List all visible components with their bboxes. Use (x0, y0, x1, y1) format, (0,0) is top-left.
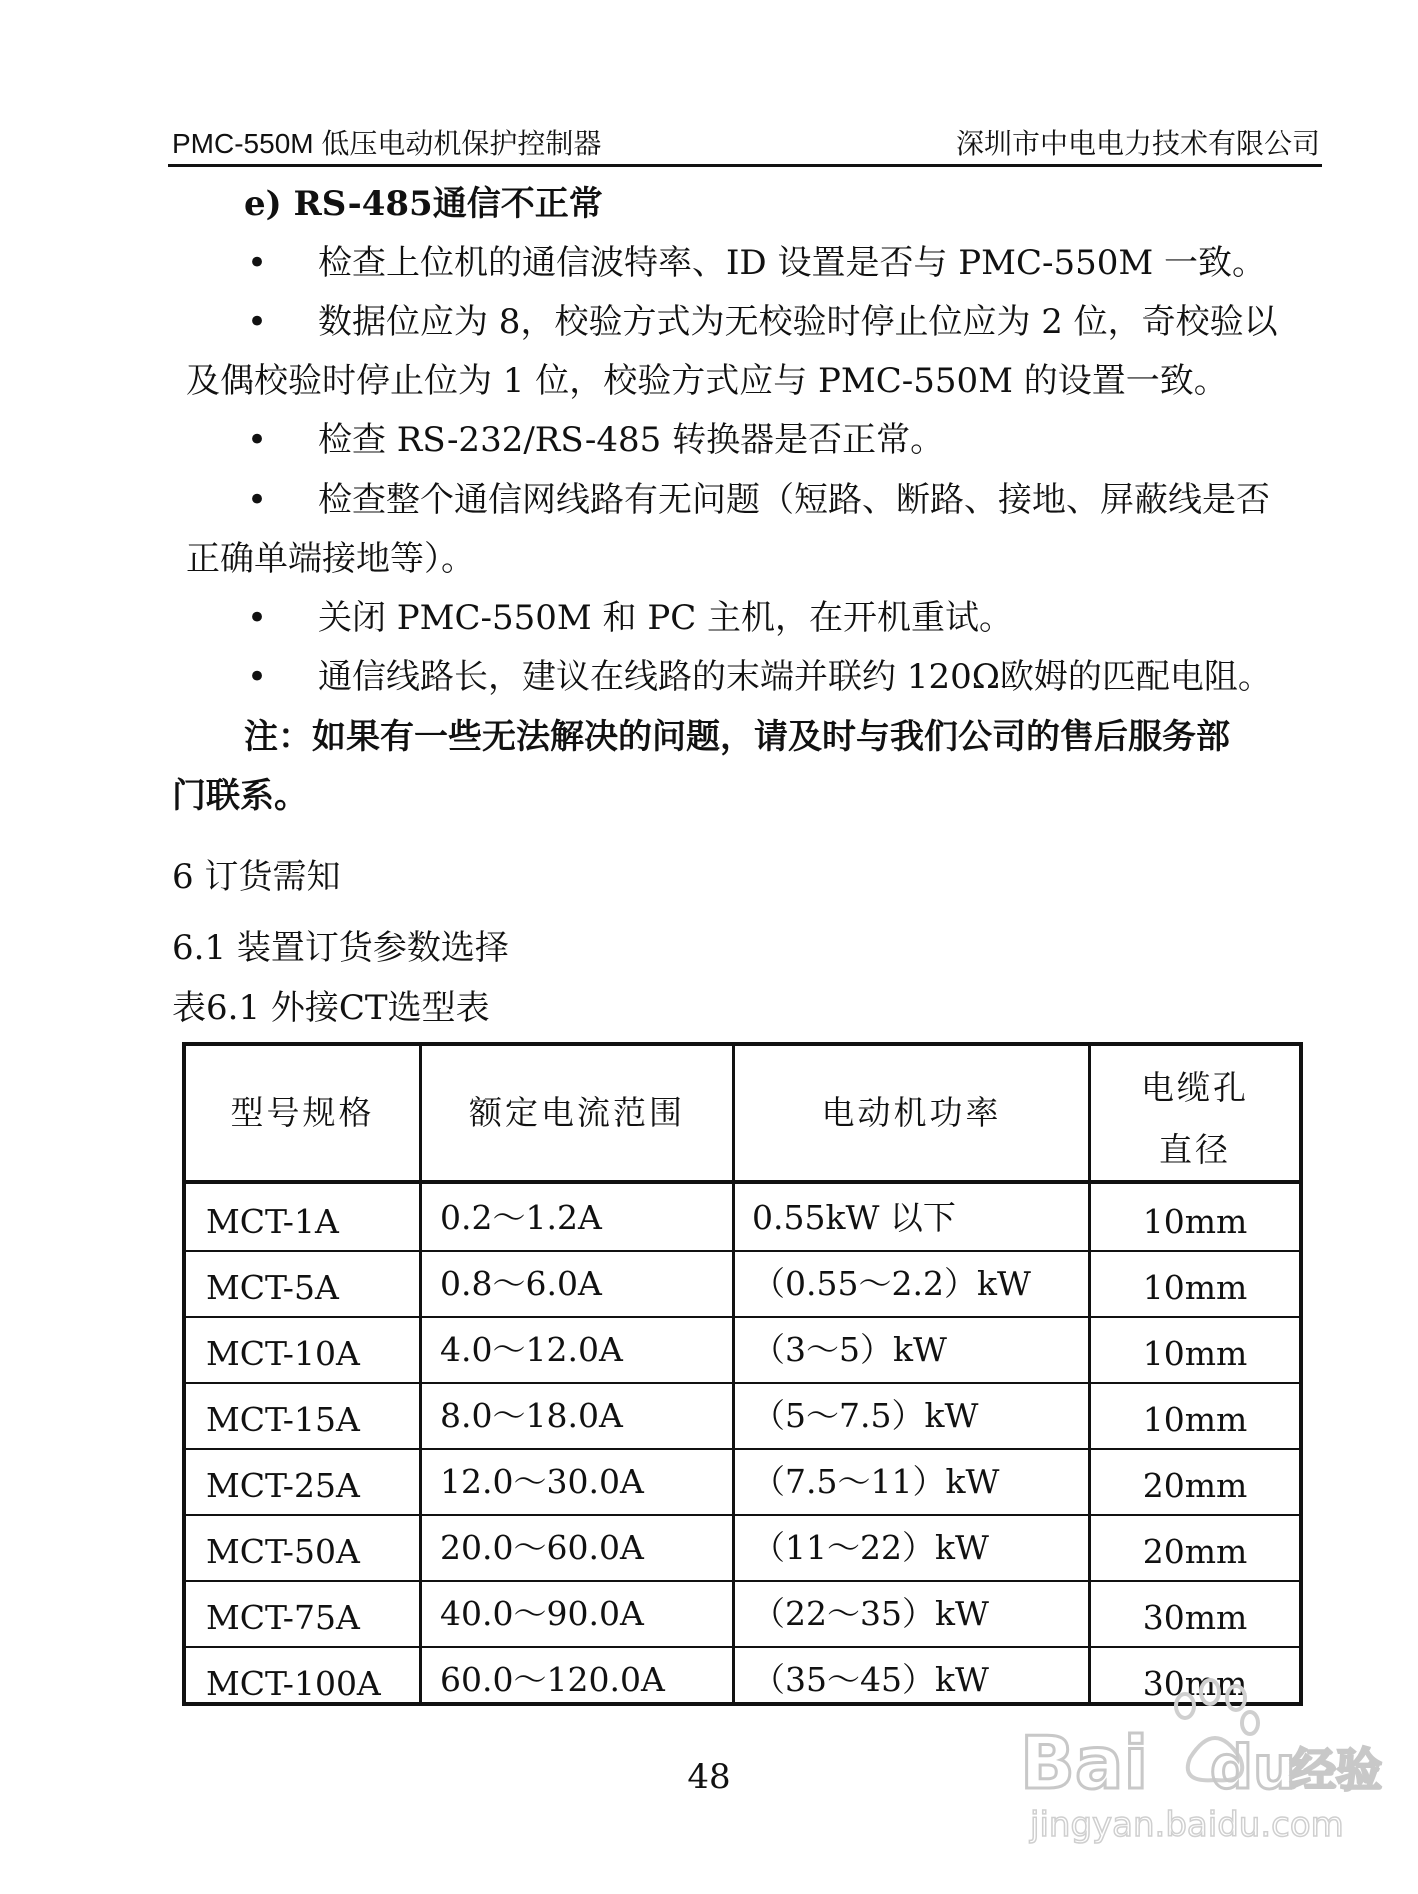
list-item-3: 检查 RS-232/RS-485 转换器是否正常。 (318, 420, 945, 460)
cell-model: MCT-15A (206, 1400, 360, 1439)
list-item-6: 通信线路长，建议在线路的末端并联约 120Ω欧姆的匹配电阻。 (318, 657, 1272, 697)
cell-cable-hole: 10mm (1142, 1268, 1248, 1307)
cell-cable-hole: 10mm (1142, 1202, 1248, 1241)
row-divider (186, 1448, 1299, 1450)
cell-current-range: 0.8～6.0A (440, 1264, 602, 1303)
cell-current-range: 0.2～1.2A (440, 1198, 602, 1237)
row-divider (186, 1646, 1299, 1648)
page-number: 48 (687, 1757, 731, 1797)
cell-current-range: 12.0～30.0A (440, 1462, 644, 1501)
header-company-name: 深圳市中电电力技术有限公司 (955, 128, 1320, 159)
bullet-icon: • (247, 598, 268, 638)
note-text-continuation: 门联系。 (172, 776, 308, 816)
table-header-current-range: 额定电流范围 (469, 1093, 685, 1132)
row-divider (186, 1580, 1299, 1582)
cell-motor-power: （11～22）kW (752, 1528, 989, 1567)
table-header-motor-power: 电动机功率 (821, 1093, 1002, 1132)
svg-text:jingyan.baidu.com: jingyan.baidu.com (1030, 1805, 1344, 1845)
list-item-5: 关闭 PMC-550M 和 PC 主机，在开机重试。 (318, 598, 1014, 638)
cell-cable-hole: 30mm (1142, 1664, 1248, 1703)
cell-cable-hole: 10mm (1142, 1400, 1248, 1439)
cell-model: MCT-50A (206, 1532, 360, 1571)
cell-model: MCT-10A (206, 1334, 360, 1373)
cell-cable-hole: 30mm (1142, 1598, 1248, 1637)
bullet-icon: • (247, 302, 268, 342)
row-divider (186, 1514, 1299, 1516)
list-item-4: 检查整个通信网线路有无问题（短路、断路、接地、屏蔽线是否 (318, 480, 1270, 520)
cell-current-range: 8.0～18.0A (440, 1396, 623, 1435)
svg-text:du: du (1210, 1733, 1296, 1803)
table-header-model: 型号规格 (230, 1093, 375, 1132)
cell-model: MCT-5A (206, 1268, 339, 1307)
cell-model: MCT-75A (206, 1598, 360, 1637)
cell-motor-power: （3～5）kW (752, 1330, 947, 1369)
cell-current-range: 20.0～60.0A (440, 1528, 644, 1567)
cell-motor-power: （0.55～2.2）kW (752, 1264, 1031, 1303)
note-text: 注：如果有一些无法解决的问题，请及时与我们公司的售后服务部 (244, 717, 1230, 757)
header-row-divider (186, 1180, 1299, 1184)
cell-model: MCT-25A (206, 1466, 360, 1505)
bullet-icon: • (247, 243, 268, 283)
svg-text:经验: 经验 (1290, 1743, 1382, 1797)
table-header-cable-hole: 电缆孔 (1141, 1068, 1249, 1107)
cell-current-range: 60.0～120.0A (440, 1660, 665, 1699)
table-caption: 表6.1 外接CT选型表 (172, 988, 490, 1028)
cell-model: MCT-1A (206, 1202, 339, 1241)
cell-motor-power: 0.55kW 以下 (752, 1198, 956, 1237)
list-item-2: 数据位应为 8，校验方式为无校验时停止位应为 2 位，奇校验以 (318, 302, 1278, 342)
ct-selection-table (182, 1042, 1303, 1706)
cell-model: MCT-100A (206, 1664, 381, 1703)
header-product-title: PMC-550M 低压电动机保护控制器 (172, 128, 602, 159)
cell-cable-hole: 20mm (1142, 1466, 1248, 1505)
cell-motor-power: （5～7.5）kW (752, 1396, 979, 1435)
list-item-1: 检查上位机的通信波特率、ID 设置是否与 PMC-550M 一致。 (318, 243, 1267, 283)
table-header-diameter: 直径 (1159, 1130, 1231, 1169)
section-6-heading: 6 订货需知 (172, 857, 341, 897)
cell-motor-power: （7.5～11）kW (752, 1462, 1000, 1501)
list-item-2-continuation: 及偶校验时停止位为 1 位，校验方式应与 PMC-550M 的设置一致。 (186, 361, 1228, 401)
cell-cable-hole: 20mm (1142, 1532, 1248, 1571)
list-item-4-continuation: 正确单端接地等）。 (186, 539, 475, 579)
running-header (170, 124, 1320, 164)
row-divider (186, 1382, 1299, 1384)
section-6-1-heading: 6.1 装置订货参数选择 (172, 928, 509, 968)
bullet-icon: • (247, 420, 268, 460)
header-divider (168, 164, 1322, 167)
svg-text:Bai: Bai (1020, 1721, 1149, 1805)
row-divider (186, 1316, 1299, 1318)
cell-current-range: 4.0～12.0A (440, 1330, 623, 1369)
section-e-title: e) RS-485通信不正常 (244, 184, 603, 224)
bullet-icon: • (247, 657, 268, 697)
cell-current-range: 40.0～90.0A (440, 1594, 644, 1633)
row-divider (186, 1250, 1299, 1252)
cell-motor-power: （35～45）kW (752, 1660, 989, 1699)
baidu-jingyan-watermark-logo (1010, 1668, 1390, 1858)
cell-cable-hole: 10mm (1142, 1334, 1248, 1373)
cell-motor-power: （22～35）kW (752, 1594, 989, 1633)
bullet-icon: • (247, 480, 268, 520)
